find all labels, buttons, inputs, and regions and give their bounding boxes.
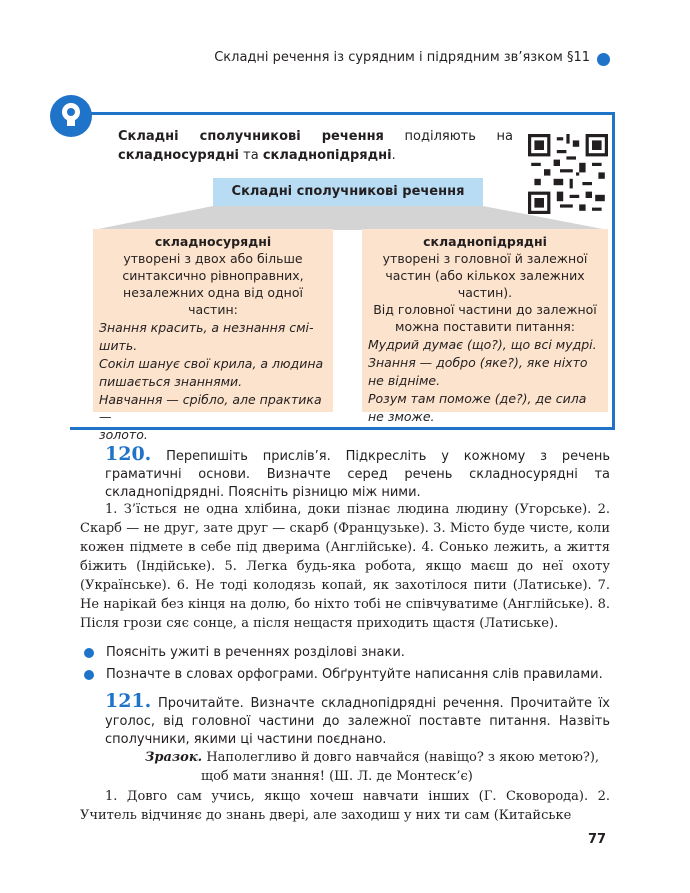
example-line: Мудрий думає (що?), що всі мудрі. [368,337,597,352]
rule-text-3: . [391,148,396,163]
exercise-number: 121. [105,690,152,712]
rule-term: Складні сполучникові речення [118,129,384,144]
column-line: можна поставити питання: [395,319,575,334]
column-line: утворені з головної й залежної [382,251,588,266]
sample [145,748,615,786]
exercise-121-task [105,692,610,749]
exercise-121-text [80,787,610,825]
column-title: складнопідрядні [423,234,547,249]
column-line: Від головної частини до залежної [373,302,597,317]
qr-code-icon[interactable] [528,134,608,214]
running-header: Складні речення із сурядним і підрядним зв’язком §11 [214,50,590,65]
exercise-task-text: Перепишіть прислів’я. Підкресліть у кожному з речень граматичні основи. Визначте серед речень складносурядні та складнопідрядні. Поясніть різницю між ними. [105,449,610,500]
scheme-connector [93,206,608,230]
example-line: золото. [99,427,148,442]
rule-text-1: поділяють на [383,129,514,144]
rule-type-2: складнопідрядні [262,148,392,163]
example-line: Знання красить, а незнання смі- [99,320,314,335]
example-line: не зможе. [368,409,435,424]
header-dot-icon [597,53,610,66]
example-line: шить. [99,338,138,353]
sample-line: щоб мати знання! (Ш. Л. де Монтеск’є) [201,769,473,784]
example-line: не відніме. [368,373,441,388]
subordinate-column [362,229,608,424]
bullet-text: Позначте в словах орфограми. Обґрунтуйте написання слів правилами. [106,667,603,682]
example-line: пишається знаннями. [99,374,243,389]
scheme-banner: Складні сполучникові речення [213,178,483,206]
rule-definition [118,127,513,165]
rule-type-1: складносурядні [118,148,240,163]
lightbulb-head-icon [50,95,92,137]
bullet-item [84,644,614,662]
proverbs-paragraph: 1. З’їсться не одна хлібина, доки пізнає людина людину (Угорське). 2. Скарб — не друг, зате друг — скарб (Французьке). 3. Місто буде чисте, коли кожен підмете в себе під дверима (Англійське). 4. Сонько лежить, а життя біжить (Індійське). 5. Легка будь-яка робота, якщо маєш до неї охоту (Українське). 6. Не тоді колодязь копай, як захотілося пити (Латиське). 7. Не нарікай без кінця на долю, бо ніхто тобі не співчуватиме (Англійське). 8. Після грози сяє сонце, а після нещастя приходить щастя (Латиське). [80,502,610,631]
example-line: Розум там поможе (де?), де сила [368,391,587,406]
example-line: Знання — добро (яке?), яке ніхто [368,355,588,370]
exercise-121-paragraph: 1. Довго сам учись, якщо хочеш навчати інших (Г. Сковорода). 2. Учитель відчиняє до знань двері, але заходиш у них ти сам (Китайське [80,789,610,823]
bullet-text: Поясніть ужиті в реченнях розділові знаки. [106,645,405,660]
exercise-task-text: Прочитайте. Визначте складнопідрядні речення. Прочитайте їх уголос, від головної частини до залежної поставте питання. Назвіть сполучники, якими ці частини поєднано. [105,696,610,747]
exercise-120-task [105,445,610,502]
exercise-120-text [80,500,610,633]
column-title: складносурядні [154,234,272,249]
page-number: 77 [588,832,607,847]
coordinate-column [93,229,333,442]
sample-line: Наполегливо й довго навчайся (навіщо? з якою метою?), [206,750,600,765]
column-line: синтаксично рівноправних, [122,268,304,283]
column-line: частин (або кількох залежних частин). [385,268,585,300]
sample-label: Зразок. [145,750,203,765]
exercise-number: 120. [105,443,152,465]
rule-text-2: та [239,148,263,163]
example-line: Сокіл шанує свої крила, а людина [99,356,324,371]
bullet-item [84,666,614,684]
column-line: утворені з двох або більше [123,251,303,266]
example-line: Навчання — срібло, але практика — [99,392,322,424]
column-line: незалежних одна від одної частин: [123,285,303,317]
